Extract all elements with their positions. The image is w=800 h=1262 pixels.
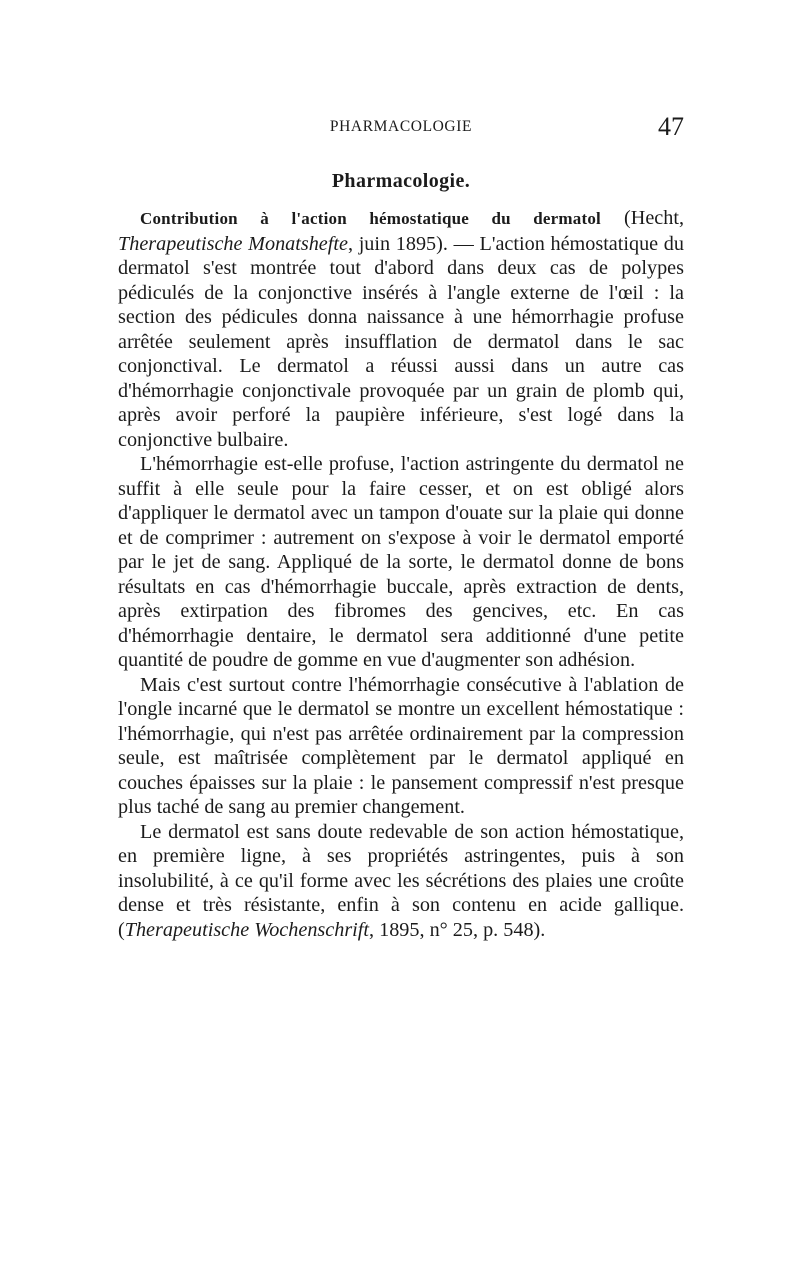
- article-title: Contribution à l'action hémostatique du dermatol: [140, 209, 601, 228]
- paragraph-4: [118, 820, 684, 943]
- source-date: , juin 1895). —: [347, 232, 480, 255]
- page-number: 47: [658, 112, 684, 141]
- article-author: (Hecht,: [600, 207, 684, 229]
- article-body: [118, 206, 684, 942]
- section-title: Pharmacologie.: [331, 170, 471, 192]
- reference-details: , 1895, n° 25, p. 548).: [369, 918, 546, 941]
- source-journal: Therapeutische Monatshefte: [118, 232, 348, 255]
- paragraph-3: Mais c'est surtout contre l'hémorrhagie consécutive à l'ablation de l'ongle incarné que le dermatol se montre un excellent hémostatique : l'hémorrhagie, qui n'est pas arrêtée ordinairement par la compression seule, est maîtrisée complètement par le dermatol appliqué en couches épaisses sur la plaie : le pansement compressif n'est presque plus taché de sang au premier changement.: [118, 673, 684, 818]
- paragraph-1-text: L'action hémostatique du dermatol s'est montrée tout d'abord dans deux cas de polypes pédiculés de la conjonctive insérés à l'angle externe de l'œil : la section des pédicules donna naissance à une hémorrhagie profuse arrêtée seulement après insufflation de dermatol dans le sac conjonctival. Le dermatol a réussi aussi dans un autre cas d'hémorrhagie conjonctivale provoquée par un grain de plomb qui, après avoir perforé la paupière inférieure, s'est logé dans la conjonctive bulbaire.: [118, 232, 684, 451]
- running-title: PHARMACOLOGIE: [329, 118, 473, 135]
- reference-journal: Therapeutische Wochenschrift: [124, 918, 370, 941]
- paragraph-2: L'hémorrhagie est-elle profuse, l'action astringente du dermatol ne suffit à elle seule pour la faire cesser, et on est obligé alors d'appliquer le dermatol avec un tampon d'ouate sur la plaie qui donne et de comprimer : autrement on s'expose à voir le dermatol emporté par le jet de sang. Appliqué de la sorte, le dermatol donne de bons résultats en cas d'hémorrhagie buccale, après extraction de dents, après extirpation des fibromes des gencives, etc. En cas d'hémorrhagie dentaire, le dermatol sera additionné d'une petite quantité de poudre de gomme en vue d'augmenter son adhésion.: [118, 453, 684, 671]
- running-header: [118, 112, 684, 142]
- paragraph-1: [118, 206, 684, 452]
- paragraph-4-text: Le dermatol est sans doute redevable de son action hémostatique, en première ligne, à ses propriétés astringentes, puis à son insolubilité, à ce qu'il forme avec les sécrétions des plaies une croûte dense et très résistante, enfin à son contenu en acide gallique. (: [118, 820, 684, 941]
